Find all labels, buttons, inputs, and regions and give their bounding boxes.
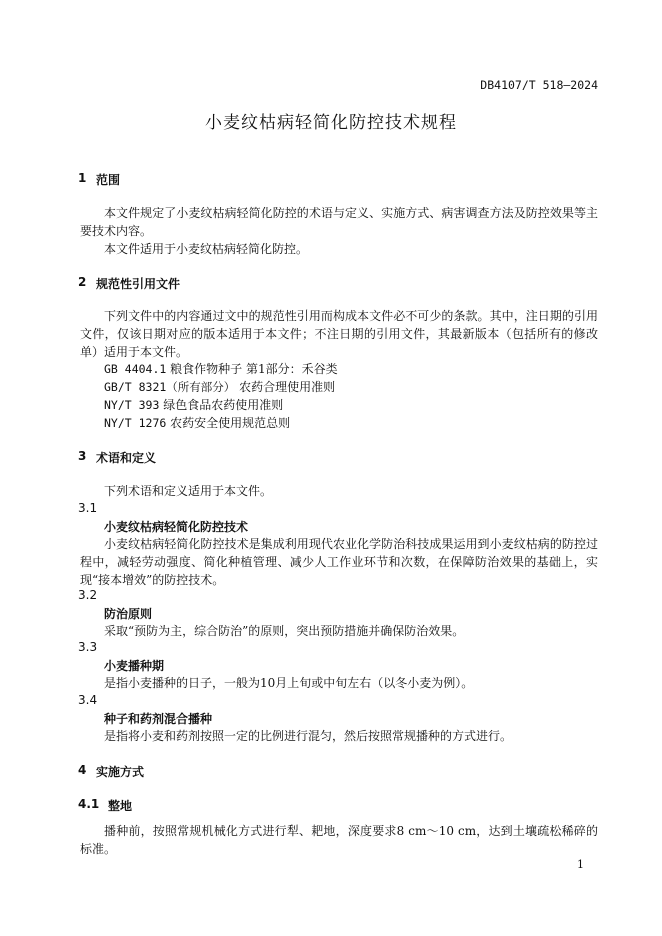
section-title: 实施方式 [96,765,145,779]
section-number: 2 [78,275,87,289]
term-name: 种子和药剂混合播种 [104,712,213,726]
term-name: 小麦纹枯病轻简化防控技术 [104,520,249,534]
reference-item [104,378,335,396]
section-title: 范围 [96,173,121,187]
paragraph: 本文件规定了小麦纹枯病轻简化防控的术语与定义、实施方式、病害调查方法及防控效果等主要技术内容。 [80,206,598,238]
term-number: 3.4 [78,693,98,707]
term-number: 3.3 [78,640,98,654]
paragraph: 下列术语和定义适用于本文件。 [104,484,273,498]
term-definition: 采取“预防为主，综合防治”的原则，突出预防措施并确保防治效果。 [104,624,465,638]
section-number: 4 [78,763,87,777]
section-title: 规范性引用文件 [96,277,181,291]
reference-text: 粮食作物种子 第1部分：禾谷类 [170,362,338,376]
reference-item [104,414,290,432]
term-definition: 是指将小麦和药剂按照一定的比例进行混匀，然后按照常规播种的方式进行。 [104,729,513,743]
reference-code: NY/T 1276 [104,416,167,430]
reference-text: 绿色食品农药使用准则 [163,398,284,412]
term-number: 3.2 [78,588,98,602]
reference-item [104,396,283,414]
reference-text: 农药安全使用规范总则 [170,416,291,430]
term-name: 小麦播种期 [104,659,165,673]
term-number: 3.1 [78,501,98,515]
section-number: 3 [78,449,87,463]
reference-text: 农药合理使用准则 [239,380,336,394]
reference-code: GB 4404.1 [104,362,167,376]
page-number: 1 [577,858,584,871]
term-name: 防治原则 [104,607,153,621]
document-code: DB4107/T 518—2024 [480,78,598,92]
term-definition: 是指小麦播种的日子，一般为10月上旬或中旬左右（以冬小麦为例）。 [104,676,474,690]
term-definition: 小麦纹枯病轻简化防控技术是集成利用现代农业化学防治科技成果运用到小麦纹枯病的防控过程中，减轻劳动强度、简化种植管理、减少人工作业环节和次数，在保障防治效果的基础上，实现“接本增效”的防控技术。 [80,537,598,587]
reference-code: NY/T 393 [104,398,160,412]
document-title: 小麦纹枯病轻简化防控技术规程 [205,113,457,133]
subsection-title: 整地 [108,799,133,813]
paragraph: 下列文件中的内容通过文中的规范性引用而构成本文件必不可少的条款。其中，注日期的引用文件，仅该日期对应的版本适用于本文件；不注日期的引用文件，其最新版本（包括所有的修改单）适用于本文件。 [80,309,598,359]
paragraph: 播种前，按照常规机械化方式进行犁、耙地，深度要求8 cm～10 cm，达到土壤疏松稀碎的标准。 [80,824,598,856]
reference-item [104,360,338,378]
section-number: 1 [78,171,87,185]
paragraph: 本文件适用于小麦纹枯病轻简化防控。 [104,242,309,256]
section-title: 术语和定义 [96,451,157,465]
reference-code: GB/T 8321（所有部分） [104,380,236,394]
subsection-number: 4.1 [78,797,100,811]
